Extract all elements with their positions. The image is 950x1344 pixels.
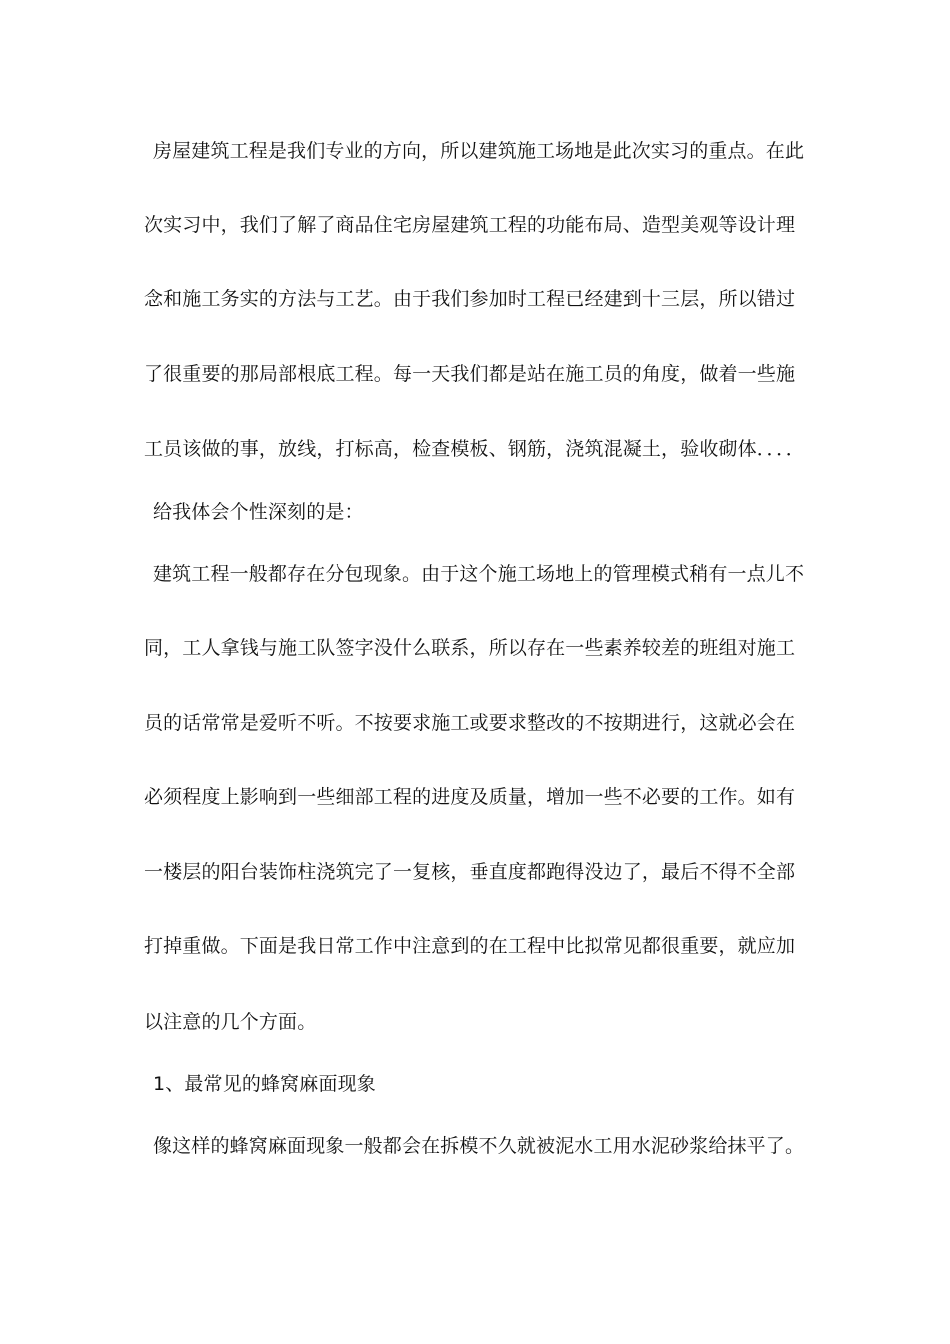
paragraph-1-line-2: 次实习中，我们了解了商品住宅房屋建筑工程的功能布局、造型美观等设计理 — [144, 214, 796, 236]
paragraph-4-line-1: 像这样的蜂窝麻面现象一般都会在拆模不久就被泥水工用水泥砂浆给抹平了。 — [153, 1135, 805, 1157]
section-heading: 1、最常见的蜂窝麻面现象 — [153, 1073, 376, 1095]
paragraph-3-line-7: 以注意的几个方面。 — [144, 1011, 317, 1033]
paragraph-1-line-1: 房屋建筑工程是我们专业的方向，所以建筑施工场地是此次实习的重点。在此 — [153, 140, 805, 162]
paragraph-2-line-1: 给我体会个性深刻的是： — [153, 501, 364, 523]
paragraph-1-line-3: 念和施工务实的方法与工艺。由于我们参加时工程已经建到十三层，所以错过 — [144, 288, 796, 310]
paragraph-3-line-4: 必须程度上影响到一些细部工程的进度及质量，增加一些不必要的工作。如有 — [144, 786, 796, 808]
paragraph-3-line-2: 同，工人拿钱与施工队签字没什么联系，所以存在一些素养较差的班组对施工 — [144, 637, 796, 659]
paragraph-1-line-5: 工员该做的事，放线，打标高，检查模板、钢筋，浇筑混凝土，验收砌体．．．． — [144, 438, 805, 460]
paragraph-3-line-6: 打掉重做。下面是我日常工作中注意到的在工程中比拟常见都很重要，就应加 — [144, 935, 796, 957]
paragraph-3-line-5: 一楼层的阳台装饰柱浇筑完了一复核，垂直度都跑得没边了，最后不得不全部 — [144, 861, 796, 883]
paragraph-3-line-3: 员的话常常是爱听不听。不按要求施工或要求整改的不按期进行，这就必会在 — [144, 712, 796, 734]
paragraph-3-line-1: 建筑工程一般都存在分包现象。由于这个施工场地上的管理模式稍有一点儿不 — [153, 563, 805, 585]
paragraph-1-line-4: 了很重要的那局部根底工程。每一天我们都是站在施工员的角度，做着一些施 — [144, 363, 796, 385]
